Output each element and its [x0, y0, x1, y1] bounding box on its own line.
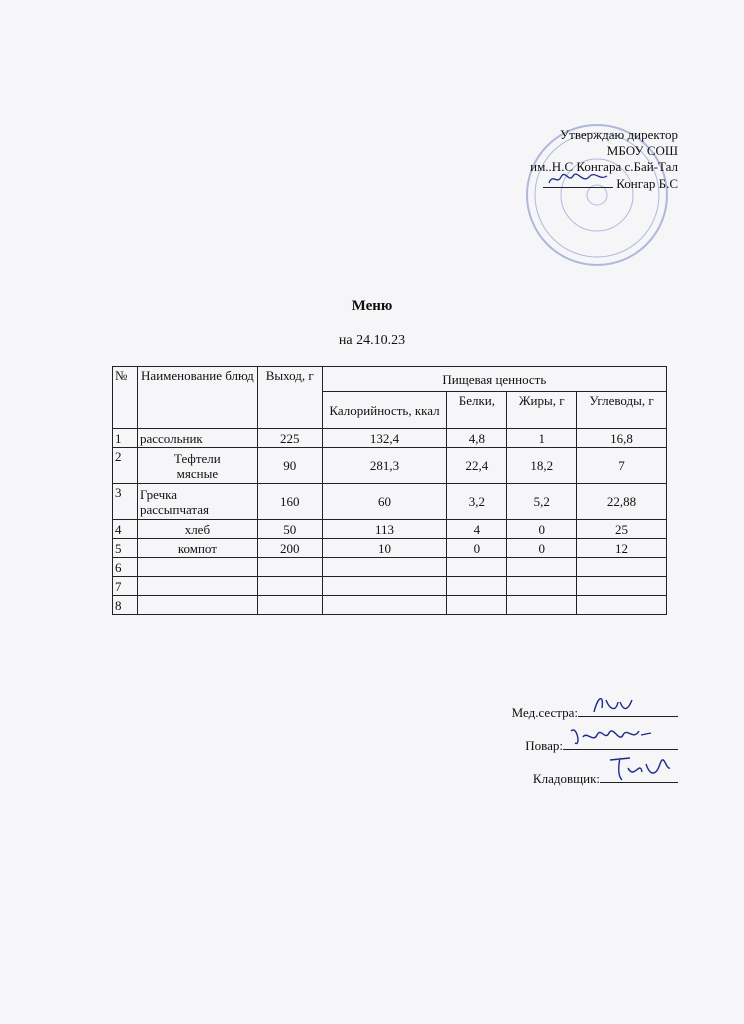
table-header-row: [113, 367, 667, 392]
storekeeper-signature-line: [418, 766, 678, 799]
cell-name: рассольник: [137, 429, 257, 448]
header-nutrition: Пищевая ценность: [322, 367, 666, 392]
cell-no: 1: [113, 429, 138, 448]
cell-no: 2: [113, 448, 138, 484]
table-row: [113, 596, 667, 615]
cell-yield: [257, 577, 322, 596]
header-name: Наименование блюд: [137, 367, 257, 429]
table-row: [113, 520, 667, 539]
cell-yield: [257, 558, 322, 577]
cell-protein: 0: [447, 539, 507, 558]
cell-protein: 4: [447, 520, 507, 539]
cell-kcal: [322, 577, 447, 596]
cell-yield: 50: [257, 520, 322, 539]
cell-protein: 3,2: [447, 484, 507, 520]
approval-line-3: им..Н.С Конгара с.Бай-Тал: [530, 159, 678, 174]
table-row: [113, 484, 667, 520]
cell-fat: 0: [507, 520, 577, 539]
director-signature: [543, 175, 613, 188]
cell-name: [137, 577, 257, 596]
cell-protein: 4,8: [447, 429, 507, 448]
cell-kcal: 132,4: [322, 429, 447, 448]
cell-fat: [507, 596, 577, 615]
storekeeper-signature: [600, 766, 678, 783]
cell-name: [137, 558, 257, 577]
nurse-signature: [578, 700, 678, 717]
cell-name: компот: [137, 539, 257, 558]
cell-no: 5: [113, 539, 138, 558]
storekeeper-label: Кладовщик:: [532, 771, 600, 786]
cell-yield: [257, 596, 322, 615]
header-kcal: Калорийность, ккал: [322, 392, 447, 429]
cell-kcal: 281,3: [322, 448, 447, 484]
cell-carbs: 25: [577, 520, 667, 539]
menu-table: [112, 366, 667, 615]
cell-yield: 90: [257, 448, 322, 484]
table-row: [113, 429, 667, 448]
cell-carbs: [577, 558, 667, 577]
cell-carbs: [577, 596, 667, 615]
cell-yield: 160: [257, 484, 322, 520]
cell-no: 3: [113, 484, 138, 520]
page-title: Меню: [351, 298, 393, 314]
cell-carbs: 22,88: [577, 484, 667, 520]
cell-fat: 18,2: [507, 448, 577, 484]
table-row: [113, 558, 667, 577]
cell-name: Тефтели мясные: [137, 448, 257, 484]
header-fat: Жиры, г: [507, 392, 577, 429]
cook-label: Повар:: [525, 738, 563, 753]
header-no: №: [113, 367, 138, 429]
cell-carbs: 7: [577, 448, 667, 484]
header-protein: Белки,: [447, 392, 507, 429]
cell-yield: 225: [257, 429, 322, 448]
menu-date: на 24.10.23: [338, 333, 406, 348]
table-row: [113, 577, 667, 596]
cell-fat: [507, 558, 577, 577]
cell-protein: 22,4: [447, 448, 507, 484]
cell-name: хлеб: [137, 520, 257, 539]
cell-name: [137, 596, 257, 615]
cell-fat: 1: [507, 429, 577, 448]
nurse-label: Мед.сестра:: [511, 705, 578, 720]
signatures-block: [418, 700, 678, 799]
cell-no: 7: [113, 577, 138, 596]
cell-kcal: 113: [322, 520, 447, 539]
cell-yield: 200: [257, 539, 322, 558]
cell-carbs: 12: [577, 539, 667, 558]
header-carbs: Углеводы, г: [577, 392, 667, 429]
cell-fat: [507, 577, 577, 596]
cell-kcal: 60: [322, 484, 447, 520]
cell-carbs: [577, 577, 667, 596]
approval-line-1: Утверждаю директор: [559, 127, 678, 142]
cell-no: 8: [113, 596, 138, 615]
cell-protein: [447, 577, 507, 596]
cell-protein: [447, 558, 507, 577]
table-row: [113, 448, 667, 484]
cell-carbs: 16,8: [577, 429, 667, 448]
cell-fat: 5,2: [507, 484, 577, 520]
cell-kcal: 10: [322, 539, 447, 558]
header-yield: Выход, г: [257, 367, 322, 429]
approval-line-2: МБОУ СОШ: [606, 143, 678, 158]
cell-name: Гречка рассыпчатая: [137, 484, 257, 520]
cell-fat: 0: [507, 539, 577, 558]
table-row: [113, 539, 667, 558]
cell-protein: [447, 596, 507, 615]
cell-kcal: [322, 558, 447, 577]
director-name: Конгар Б.С: [616, 176, 678, 191]
cell-no: 4: [113, 520, 138, 539]
cook-signature: [563, 733, 678, 750]
cell-kcal: [322, 596, 447, 615]
approval-block: [418, 127, 678, 192]
director-signature-line: [543, 175, 678, 192]
cell-no: 6: [113, 558, 138, 577]
